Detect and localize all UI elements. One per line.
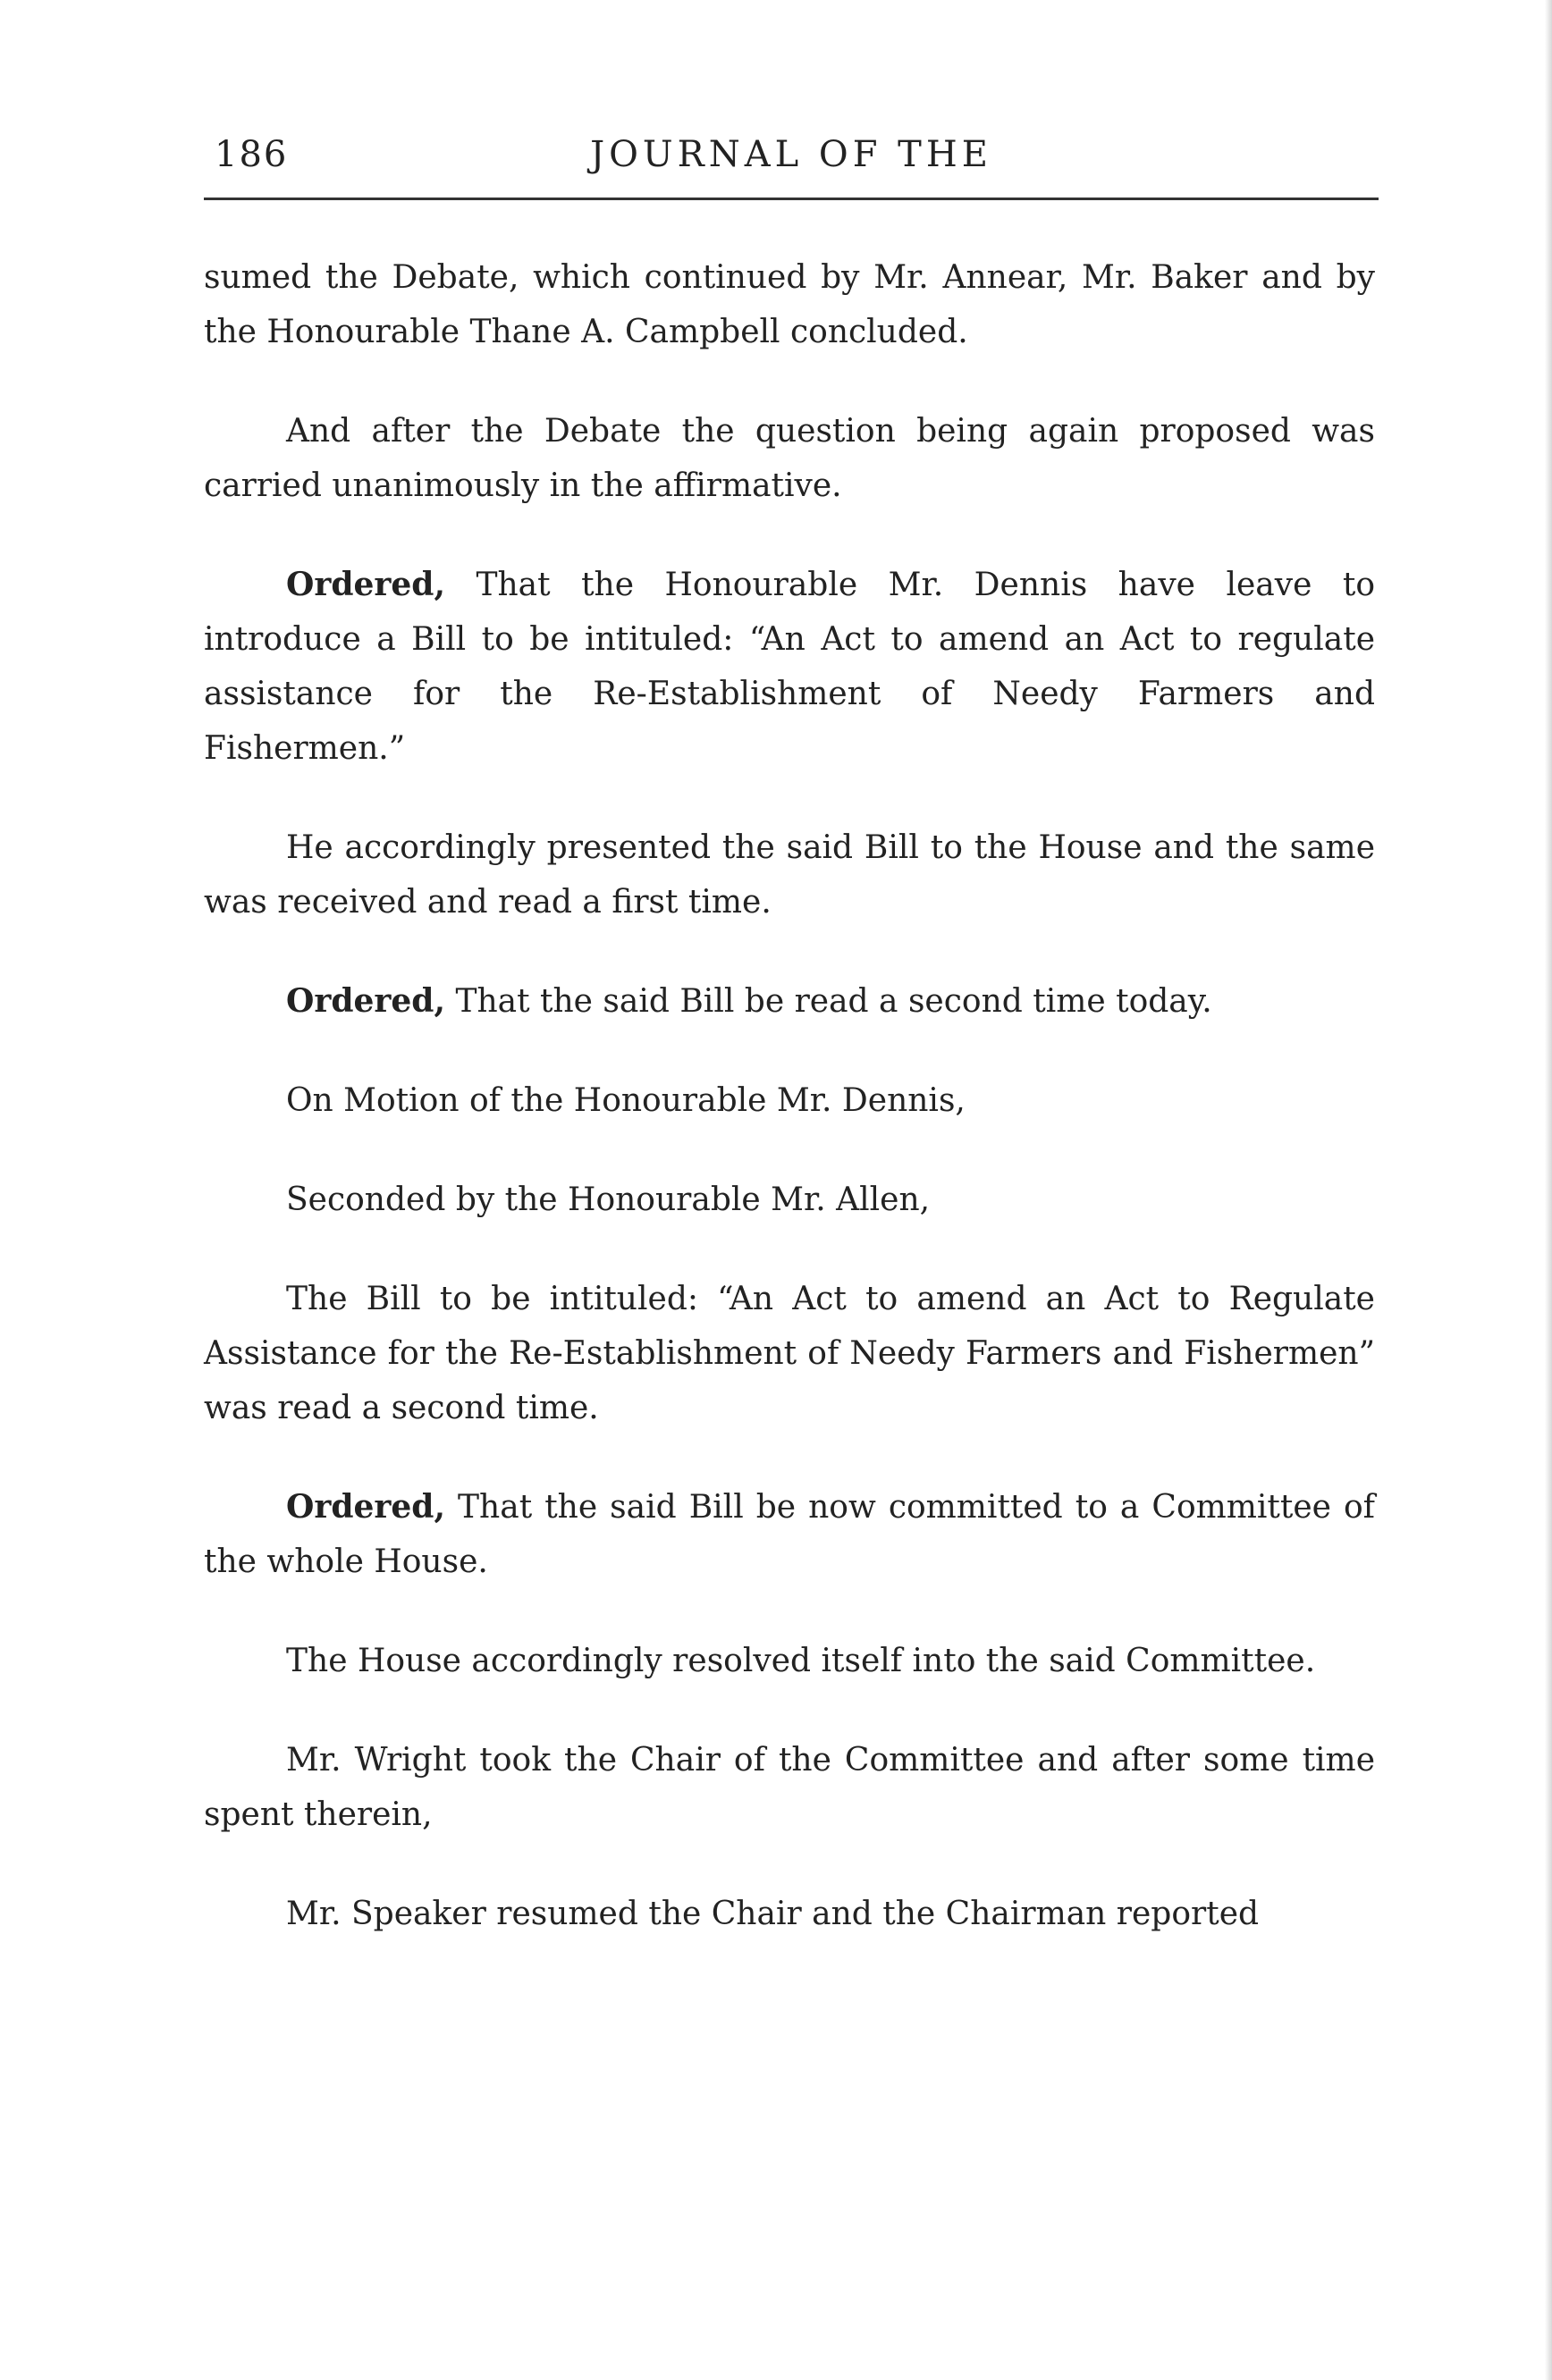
order-label: Ordered,	[286, 982, 445, 1020]
paragraph-text: That the said Bill be now committed to a Committee of the whole House.	[204, 1489, 1376, 1580]
paragraph-speaker-resumed	[204, 1887, 1375, 1941]
paragraph-text: And after the Debate the question being again proposed was carried unanimously in the affirmative.	[204, 413, 1375, 504]
page-edge-shadow	[1545, 0, 1552, 2380]
paragraph-text: That the said Bill be read a second time today.	[455, 983, 1212, 1020]
paragraph-debate-continued	[204, 250, 1375, 359]
paragraph-text: That the Honourable Mr. Dennis have leave to introduce a Bill to be intituled: “An Act to amend an Act to regulate assistance for the Re-Establishment of Needy Farmers and Fishermen.”	[204, 567, 1375, 767]
page-header	[204, 127, 1379, 189]
paragraph-second-reading	[204, 1272, 1375, 1435]
paragraph-motion	[204, 1073, 1375, 1128]
paragraph-house-resolved	[204, 1634, 1375, 1688]
paragraph-order-committee	[204, 1480, 1375, 1589]
paragraph-bill-presented	[204, 820, 1375, 929]
paragraph-question-carried	[204, 404, 1375, 513]
order-label: Ordered,	[286, 1488, 445, 1526]
journal-body	[204, 250, 1375, 1941]
paragraph-chair-taken	[204, 1733, 1375, 1842]
running-title: JOURNAL OF THE	[590, 134, 992, 175]
paragraph-text: On Motion of the Honourable Mr. Dennis,	[286, 1082, 966, 1119]
paragraph-text: He accordingly presented the said Bill to the House and the same was received and read a first time.	[204, 829, 1375, 921]
paragraph-text: Seconded by the Honourable Mr. Allen,	[286, 1182, 931, 1218]
paragraph-text: Mr. Speaker resumed the Chair and the Chairman reported	[286, 1896, 1260, 1932]
paragraph-order-second-reading	[204, 974, 1375, 1029]
paragraph-text: sumed the Debate, which continued by Mr. Annear, Mr. Baker and by the Honourable Thane A. Campbell concluded.	[204, 259, 1375, 350]
paragraph-text: Mr. Wright took the Chair of the Committee and after some time spent therein,	[204, 1742, 1375, 1833]
order-label: Ordered,	[286, 566, 445, 603]
paragraph-seconded	[204, 1173, 1375, 1227]
header-rule	[204, 198, 1379, 200]
paragraph-text: The Bill to be intituled: “An Act to amend an Act to Regulate Assistance for the Re-Establishment of Needy Farmers and Fishermen” was read a second time.	[204, 1281, 1375, 1426]
page-number: 186	[215, 134, 289, 175]
paragraph-order-leave	[204, 558, 1375, 776]
paragraph-text: The House accordingly resolved itself into the said Committee.	[286, 1643, 1316, 1679]
